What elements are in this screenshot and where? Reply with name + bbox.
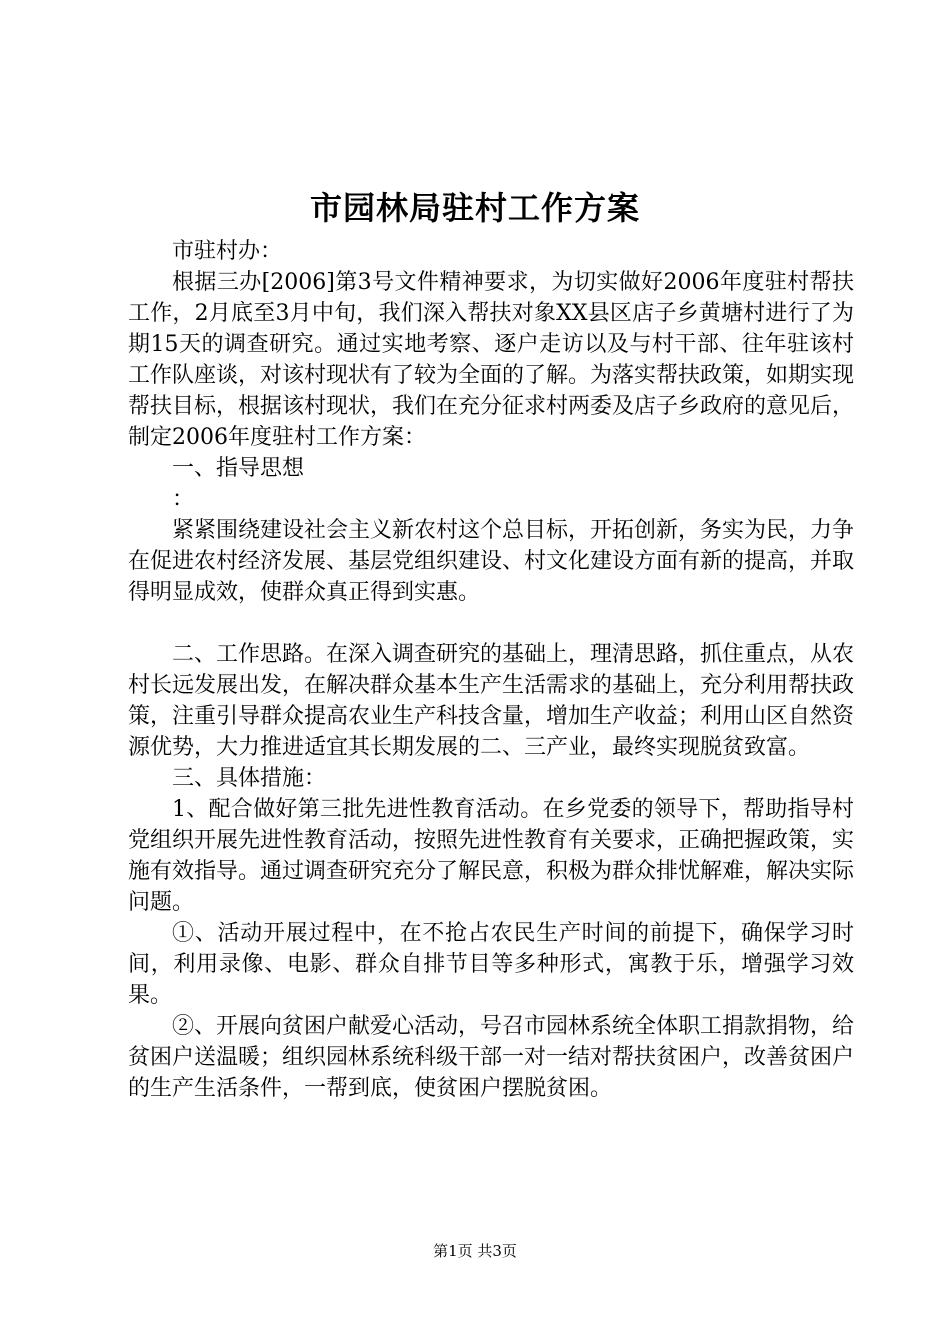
measure-1-paragraph: 1、配合做好第三批先进性教育活动。在乡党委的领导下，帮助指导村党组织开展先进性教育活动，按照先进性教育有关要求，正确把握政策，实施有效指导。通过调查研究充分了解民意，积极为群众排忧解难，解决实际问题。 [128, 797, 855, 915]
measure-1-item-1: ①、活动开展过程中，在不抢占农民生产时间的前提下，确保学习时间，利用录像、电影、群众自排节目等多种形式，寓教于乐，增强学习效果。 [128, 921, 854, 1008]
salutation: 市驻村办： [172, 239, 283, 264]
page-footer: 第1页 共3页 [433, 1242, 517, 1260]
work-approach-paragraph: 二、工作思路。在深入调查研究的基础上，理清思路，抓住重点，从农村长远发展出发，在解决群众基本生产生活需求的基础上，充分利用帮扶政策，注重引导群众提高农业生产科技含量，增加生产收益；利用山区自然资源优势，大力推进适宜其长期发展的二、三产业，最终实现脱贫致富。 [128, 642, 855, 760]
section-heading-measures: 三、具体措施： [172, 766, 327, 791]
measure-1-item-2: ②、开展向贫困户献爱心活动，号召市园林系统全体职工捐款捐物，给贫困户送温暖；组织园林系统科级干部一对一结对帮扶贫困户，改善贫困户的生产生活条件，一帮到底，使贫困户摆脱贫困。 [128, 1014, 855, 1101]
document-title: 市园林局驻村工作方案 [309, 189, 640, 227]
section-heading-guiding-ideology: 一、指导思想 [172, 456, 305, 481]
document-body [128, 236, 854, 1104]
colon-line: ： [172, 487, 195, 512]
guiding-ideology-paragraph: 紧紧围绕建设社会主义新农村这个总目标，开拓创新，务实为民，力争在促进农村经济发展、基层党组织建设、村文化建设方面有新的提高，并取得明显成效，使群众真正得到实惠。 [128, 518, 855, 605]
intro-paragraph: 根据三办[2006]第3号文件精神要求，为切实做好2006年度驻村帮扶工作，2月底至3月中旬，我们深入帮扶对象XX县区店子乡黄塘村进行了为期15天的调查研究。通过实地考察、逐户走访以及与村干部、往年驻该村工作队座谈，对该村现状有了较为全面的了解。为落实帮扶政策，如期实现帮扶目标，根据该村现状，我们在充分征求村两委及店子乡政府的意见后，制定2006年度驻村工作方案： [128, 270, 855, 450]
